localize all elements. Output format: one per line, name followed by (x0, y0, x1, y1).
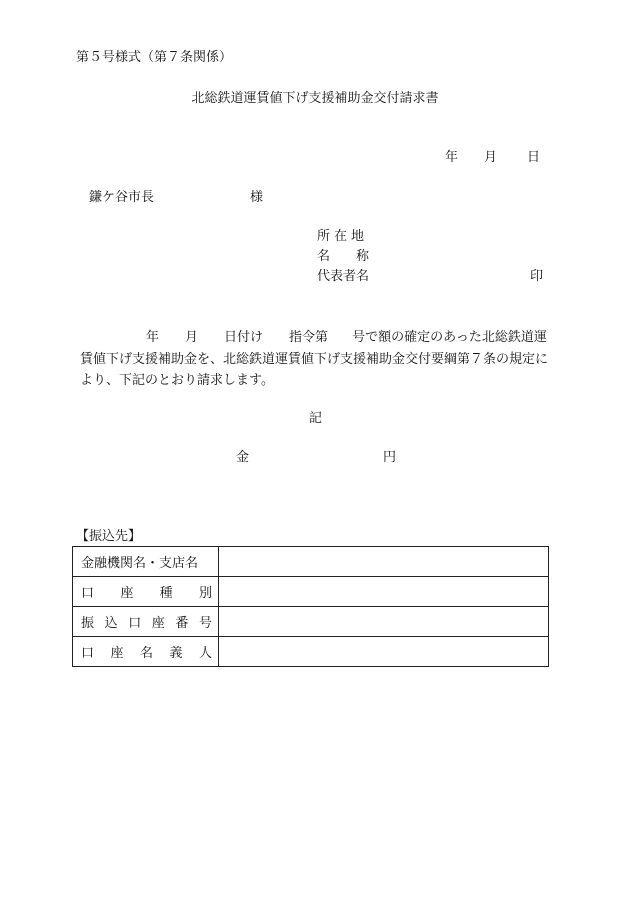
request-statement (80, 327, 565, 392)
bank-row-label (73, 607, 219, 637)
bank-row (73, 577, 549, 607)
bank-row-label-char: 込 (104, 616, 118, 631)
bank-row-label (73, 637, 219, 667)
bank-transfer-heading: 【振込先】 (76, 529, 142, 544)
bank-row-label-char: 口 (81, 586, 95, 601)
bank-row-label-char: 人 (198, 646, 212, 661)
bank-row-label-char: 口 (128, 616, 142, 631)
bank-row-label (73, 577, 219, 607)
bank-row-label-char: 名 (139, 646, 153, 661)
bank-row-label-text (81, 642, 212, 661)
bank-row-label-char: 義 (169, 646, 183, 661)
statement-date: 日付け (224, 330, 264, 345)
amount-kin-label: 金 (236, 450, 250, 465)
statement-rest: 号で額の確定のあった北総鉄道運 (352, 330, 547, 345)
addressee-honorific: 様 (250, 190, 264, 205)
amount-en-label: 円 (383, 450, 397, 465)
bank-transfer-table (72, 546, 549, 667)
bank-row-value[interactable] (219, 607, 549, 637)
bank-row-value[interactable] (219, 547, 549, 577)
statement-year: 年 (146, 330, 160, 345)
form-number: 第５号様式（第７条関係） (76, 50, 233, 65)
seal-mark: 印 (530, 269, 544, 284)
bank-row-label-char: 別 (198, 586, 212, 601)
bank-row-label-char: 金融機関名・支店名 (81, 556, 199, 571)
bank-row-label-char: 振 (81, 616, 95, 631)
statement-month: 月 (185, 330, 199, 345)
bank-row-label-text (81, 582, 212, 601)
statement-line-1 (80, 327, 565, 349)
bank-row-value[interactable] (219, 637, 549, 667)
bank-row (73, 637, 549, 667)
bank-row-label-char: 種 (159, 586, 173, 601)
bank-row-label-text (81, 612, 212, 631)
bank-row-label-char: 座 (110, 646, 124, 661)
document-title: 北総鉄道運賃値下げ支援補助金交付請求書 (191, 91, 439, 106)
date-year-label: 年 (445, 150, 459, 165)
bank-row-label-char: 番 (175, 616, 189, 631)
applicant-name-label (317, 249, 369, 265)
date-month-label: 月 (484, 150, 498, 165)
statement-line-3: より、下記のとおり請求します。 (80, 373, 274, 388)
applicant-address-label: 所在地 (317, 229, 369, 244)
bank-row (73, 607, 549, 637)
note-heading-ki: 記 (309, 411, 323, 426)
bank-row-label-char: 号 (198, 616, 212, 631)
bank-row (73, 547, 549, 577)
date-day-label: 日 (527, 150, 541, 165)
applicant-name-char-2: 称 (356, 249, 370, 264)
bank-row-label-char: 座 (151, 616, 165, 631)
applicant-name-char-1: 名 (317, 249, 331, 264)
applicant-representative-label: 代表者名 (317, 269, 370, 284)
bank-row-label (73, 547, 219, 577)
bank-row-label-char: 口 (81, 646, 95, 661)
bank-row-label-char: 座 (120, 586, 134, 601)
bank-row-label-text (81, 552, 212, 571)
addressee-name: 鎌ケ谷市長 (89, 190, 155, 205)
statement-directive: 指令第 (289, 330, 329, 345)
bank-row-value[interactable] (219, 577, 549, 607)
statement-line-2: 賃値下げ支援補助金を、北総鉄道運賃値下げ支援補助金交付要綱第７条の規定に (80, 351, 549, 367)
